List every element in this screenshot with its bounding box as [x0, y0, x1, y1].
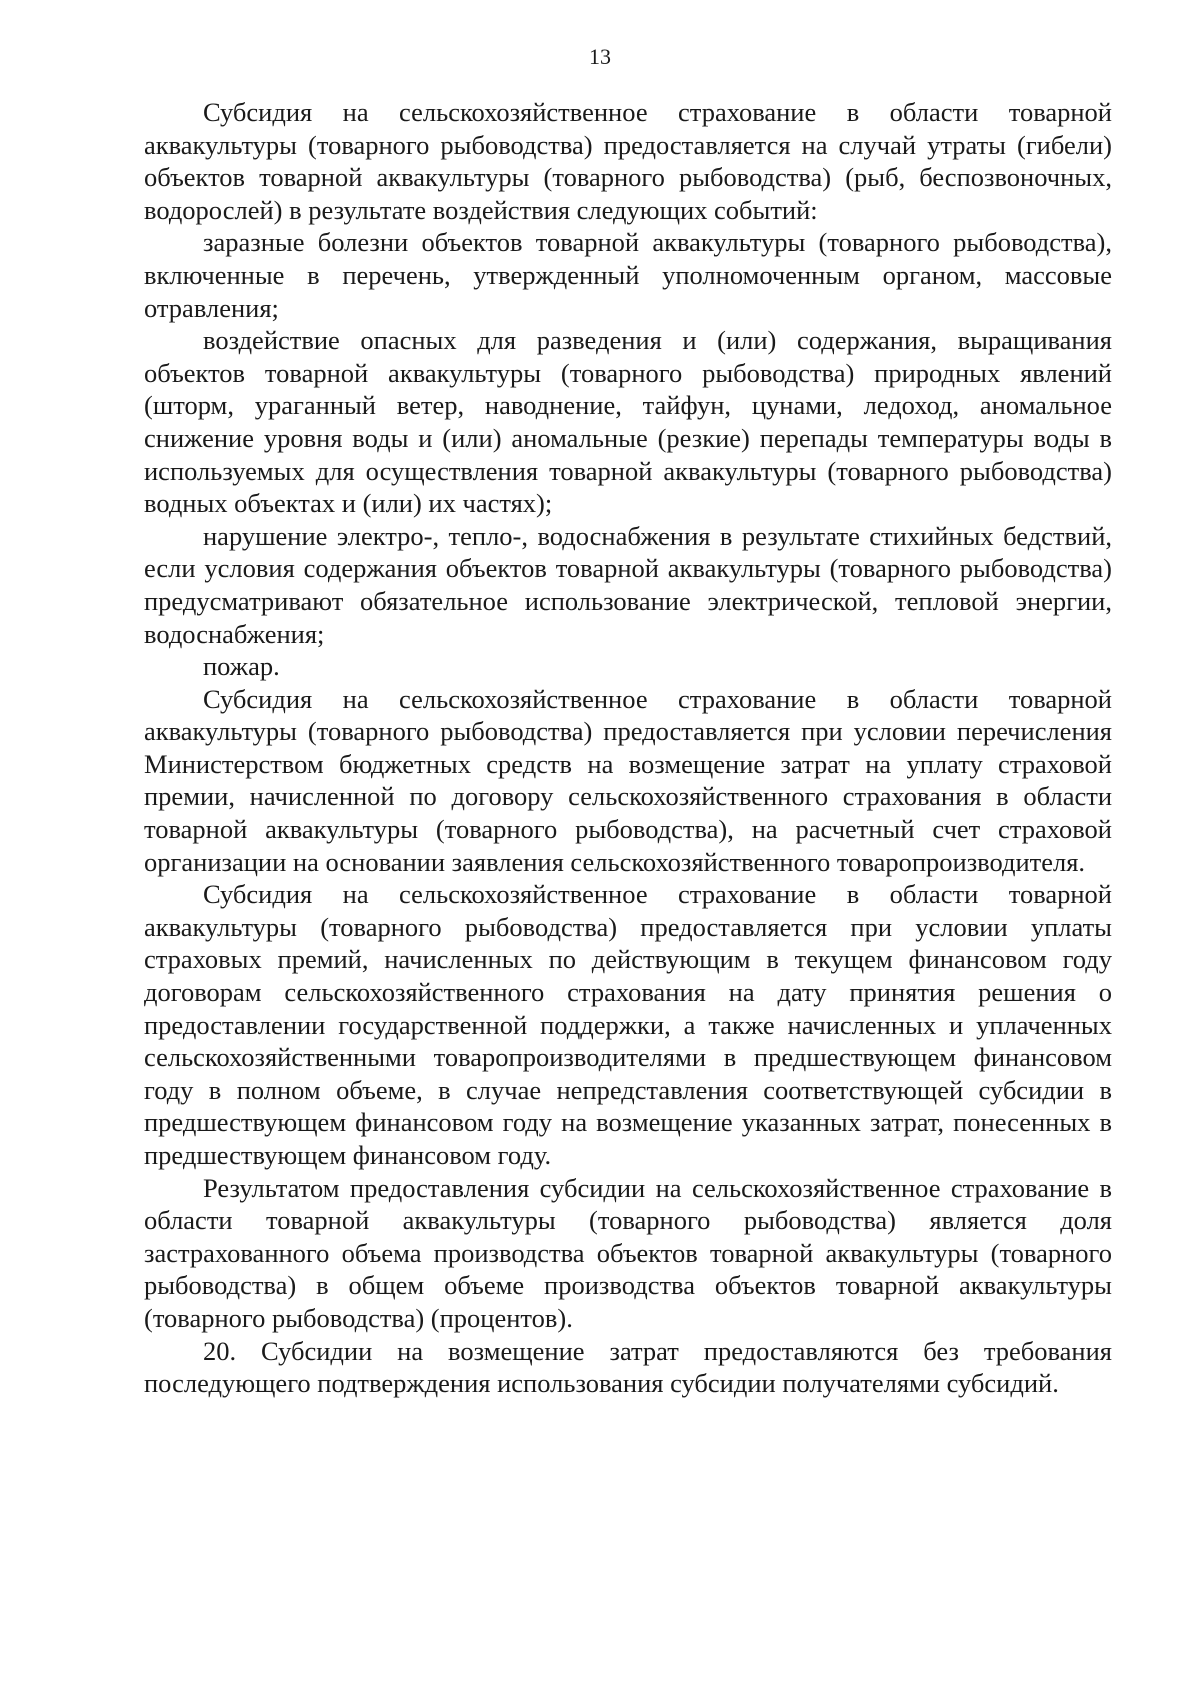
paragraph-supply-disruption: нарушение электро-, тепло-, водоснабжения в результате стихийных бедствий, если условия содержания объектов товарной аквакультуры (товарного рыбоводства) предусматривают обязательное использование электрической, тепловой энергии, водоснабжения;	[144, 520, 1112, 649]
paragraph-item-20: 20. Субсидии на возмещение затрат предоставляются без требования последующего подтверждения использования субсидии получателями субсидий.	[144, 1335, 1112, 1399]
paragraph-fire: пожар.	[203, 651, 280, 682]
paragraph-transfer-condition: Субсидия на сельскохозяйственное страхование в области товарной аквакультуры (товарного рыбоводства) предоставляется при условии перечисления Министерством бюджетных средств на возмещение затрат на уплату страховой премии, начисленной по договору сельскохозяйственного страхования в области товарной аквакультуры (товарного рыбоводства), на расчетный счет страховой организации на основании заявления сельскохозяйственного товаропроизводителя.	[144, 683, 1112, 877]
paragraph-natural-phenomena: воздействие опасных для разведения и (или) содержания, выращивания объектов товарной аквакультуры (товарного рыбоводства) природных явлений (шторм, ураганный ветер, наводнение, тайфун, цунами, ледоход, аномальное снижение уровня воды и (или) аномальные (резкие) перепады температуры воды в используемых для осуществления товарной аквакультуры (товарного рыбоводства) водных объектах и (или) их частях);	[144, 325, 1112, 519]
paragraph-infectious-diseases: заразные болезни объектов товарной аквакультуры (товарного рыбоводства), включенные в перечень, утвержденный уполномоченным органом, массовые отравления;	[144, 227, 1112, 323]
paragraph-premium-payment-condition: Субсидия на сельскохозяйственное страхование в области товарной аквакультуры (товарного рыбоводства) предоставляется при условии уплаты страховых премий, начисленных по действующим в текущем финансовом году договорам сельскохозяйственного страхования на дату принятия решения о предоставлении государственной поддержки, а также начисленных и уплаченных сельскохозяйственными товаропроизводителями в предшествующем финансовом году в полном объеме, в случае непредставления соответствующей субсидии в предшествующем финансовом году на возмещение указанных затрат, понесенных в предшествующем финансовом году.	[144, 879, 1112, 1170]
page-number: 13	[589, 44, 611, 69]
paragraph-subsidy-result: Результатом предоставления субсидии на сельскохозяйственное страхование в области товарной аквакультуры (товарного рыбоводства) является доля застрахованного объема производства объектов товарной аквакультуры (товарного рыбоводства) в общем объеме производства объектов товарной аквакультуры (товарного рыбоводства) (процентов).	[144, 1172, 1112, 1333]
paragraph-insurance-subsidy-events: Субсидия на сельскохозяйственное страхование в области товарной аквакультуры (товарного рыбоводства) предоставляется на случай утраты (гибели) объектов товарной аквакультуры (товарного рыбоводства) (рыб, беспозвоночных, водорослей) в результате воздействия следующих событий:	[144, 97, 1112, 225]
document-body	[144, 96, 1112, 1400]
